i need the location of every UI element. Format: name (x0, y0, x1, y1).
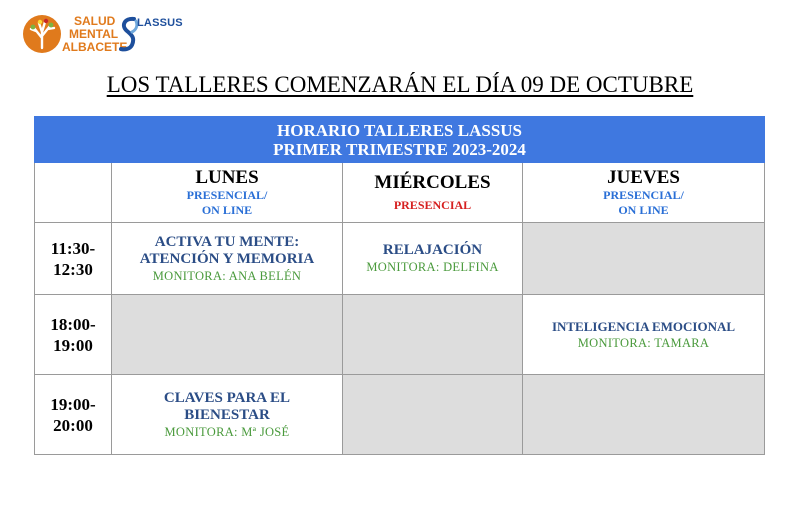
workshop-title: INTELIGENCIA EMOCIONAL (551, 319, 736, 334)
day-name: JUEVES (607, 167, 680, 188)
empty-cell (112, 295, 343, 375)
logo-line-2: MENTAL (69, 27, 119, 41)
workshop-cell (343, 223, 523, 295)
day-header-jueves (523, 163, 765, 223)
lassus-logo (118, 14, 198, 54)
workshop-cell (112, 375, 343, 455)
schedule-header (35, 117, 765, 163)
day-header-lunes (112, 163, 343, 223)
tree-icon (22, 14, 62, 54)
mode-label: PRESENCIAL/ (186, 188, 268, 202)
empty-cell (343, 295, 523, 375)
time-end: 20:00 (53, 415, 93, 435)
time-start: 18:00- (50, 314, 96, 334)
time-cell (35, 223, 112, 295)
mode-label: ON LINE (618, 203, 669, 217)
mode-label: PRESENCIAL (393, 198, 472, 212)
monitor-label: MONITORA: TAMARA (577, 336, 710, 350)
lassus-brand: LASSUS (137, 17, 183, 29)
logo-line-1: SALUD (74, 14, 116, 28)
day-name: MIÉRCOLES (374, 172, 491, 193)
monitor-label: MONITORA: ANA BELÉN (152, 268, 302, 283)
empty-cell (343, 375, 523, 455)
schedule-table (34, 116, 765, 455)
logo-line-3: ALBACETE (62, 40, 128, 54)
time-start: 19:00- (50, 394, 96, 414)
workshop-title: RELAJACIÓN (382, 242, 483, 258)
workshop-title: ACTIVA TU MENTE: (154, 233, 300, 250)
workshop-cell (523, 295, 765, 375)
day-header-miercoles (343, 163, 523, 223)
monitor-label: MONITORA: Mª JOSÉ (164, 424, 290, 439)
time-cell (35, 295, 112, 375)
monitor-label: MONITORA: DELFINA (366, 260, 499, 274)
mode-label: PRESENCIAL/ (603, 188, 684, 202)
logo (22, 14, 182, 56)
schedule-title: HORARIO TALLERES LASSUS (277, 120, 523, 140)
empty-cell (523, 375, 765, 455)
time-end: 19:00 (53, 335, 93, 355)
announcement-title: LOS TALLERES COMENZARÁN EL DÍA 09 DE OCTUBRE (106, 72, 694, 97)
empty-cell (523, 223, 765, 295)
mode-label: ON LINE (201, 203, 253, 217)
workshop-title: ATENCIÓN Y MEMORIA (139, 250, 315, 267)
time-start: 11:30- (50, 238, 96, 258)
corner-cell (35, 163, 112, 223)
time-cell (35, 375, 112, 455)
workshop-title: CLAVES PARA EL (163, 389, 291, 406)
workshop-cell (112, 223, 343, 295)
day-name: LUNES (195, 167, 259, 188)
schedule-subtitle: PRIMER TRIMESTRE 2023-2024 (273, 139, 526, 159)
workshop-title: BIENESTAR (184, 406, 270, 423)
time-end: 12:30 (53, 259, 93, 279)
